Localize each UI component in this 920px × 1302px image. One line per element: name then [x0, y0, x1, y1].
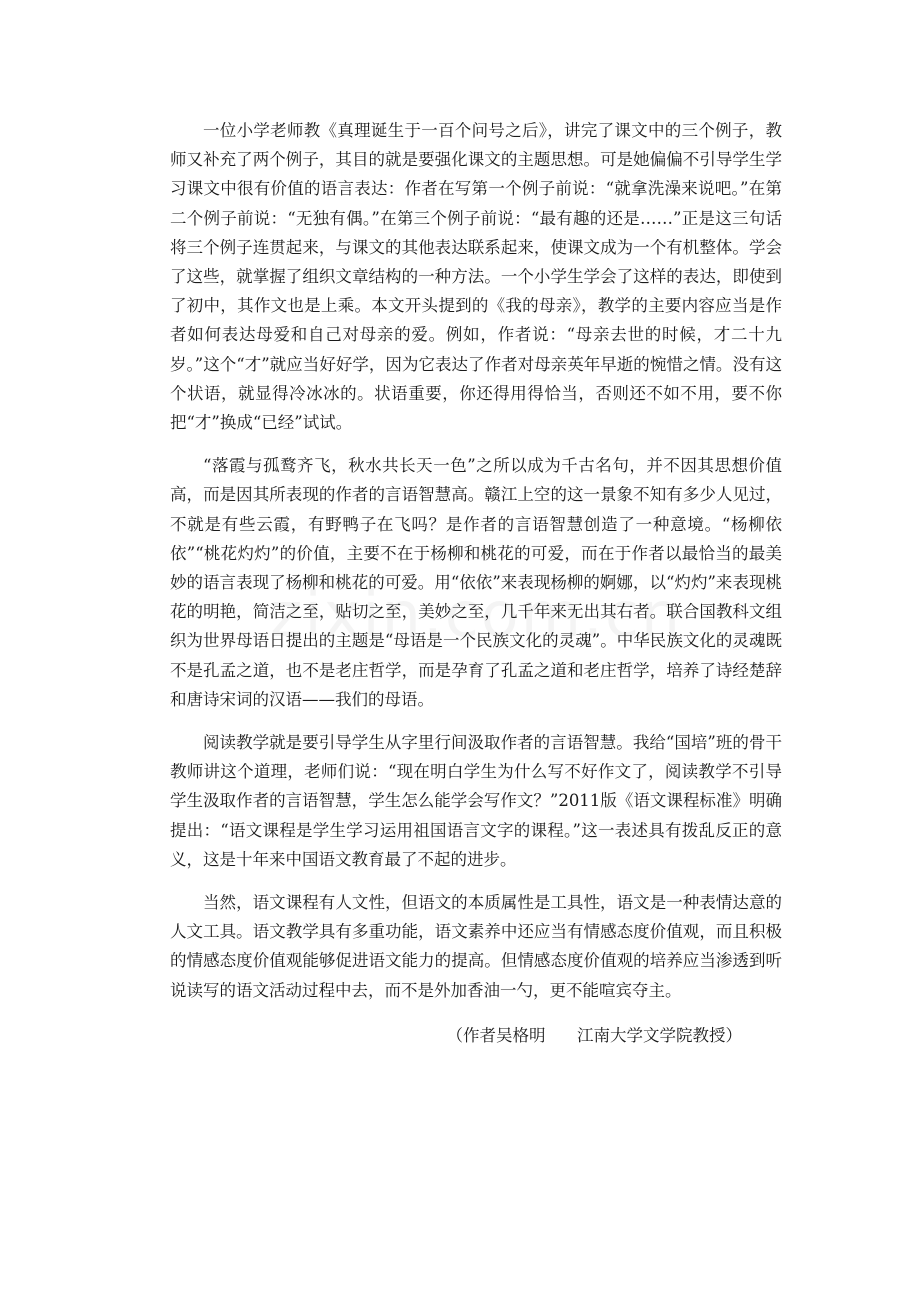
paragraph-2: “落霞与孤鹜齐飞，秋水共长天一色”之所以成为千古名句，并不因其思想价值高，而是因其所表现的作者的言语智慧高。赣江上空的这一景象不知有多少人见过，不就是有些云霞，有野鸭子在飞吗？是作者的言语智慧创造了一种意境。“杨柳依依”“桃花灼灼”的价值，主要不在于杨柳和桃花的可爱，而在于作者以最恰当的最美妙的语言表现了杨柳和桃花的可爱。用“依依”来表现杨柳的婀娜，以“灼灼”来表现桃花的明艳，简洁之至，贴切之至，美妙之至，几千年来无出其右者。联合国教科文组织为世界母语日提出的主题是“母语是一个民族文化的灵魂”。中华民族文化的灵魂既不是孔孟之道，也不是老庄哲学，而是孕育了孔孟之道和老庄哲学，培养了诗经楚辞和唐诗宋词的汉语——我们的母语。: [170, 456, 782, 709]
paragraph-1: 一位小学老师教《真理诞生于一百个问号之后》，讲完了课文中的三个例子，教师又补充了两个例子，其目的就是要强化课文的主题思想。可是她偏偏不引导学生学习课文中很有价值的语言表达：作者在写第一个例子前说：“就拿洗澡来说吧。”在第二个例子前说：“无独有偶。”在第三个例子前说：“最有趣的还是……”正是这三句话将三个例子连贯起来，与课文的其他表达联系起来，使课文成为一个有机整体。学会了这些，就掌握了组织文章结构的一种方法。一个小学生学会了这样的表达，即使到了初中，其作文也是上乘。本文开头提到的《我的母亲》，教学的主要内容应当是作者如何表达母爱和自己对母亲的爱。例如，作者说：“母亲去世的时候，才二十九岁。”这个“才”就应当好好学，因为它表达了作者对母亲英年早逝的惋惜之情。没有这个状语，就显得冷冰冰的。状语重要，你还得用得恰当，否则还不如不用，要不你把“才”换成“已经”试试。: [170, 121, 782, 433]
article-body: [170, 116, 782, 1050]
paragraph-4: 当然，语文课程有人文性，但语文的本质属性是工具性，语文是一种表情达意的人文工具。语文教学具有多重功能，语文素养中还应当有情感态度价值观，而且积极的情感态度价值观能够促进语文能力的提高。但情感态度价值观的培养应当渗透到听说读写的语文活动过程中去，而不是外加香油一勺，更不能喧宾夺主。: [170, 893, 782, 1000]
paragraph-3: 阅读教学就是要引导学生从字里行间汲取作者的言语智慧。我给“国培”班的骨干教师讲这个道理，老师们说：“现在明白学生为什么写不好作文了，阅读教学不引导学生汲取作者的言语智慧，学生怎么能学会写作文？”2011版《语文课程标准》明确提出：“语文课程是学生学习运用祖国语言文字的课程。”这一表述具有拨乱反正的意义，这是十年来中国语文教育最了不起的进步。: [170, 733, 782, 869]
author-signature: （作者吴格明 江南大学文学院教授）: [446, 1025, 742, 1045]
